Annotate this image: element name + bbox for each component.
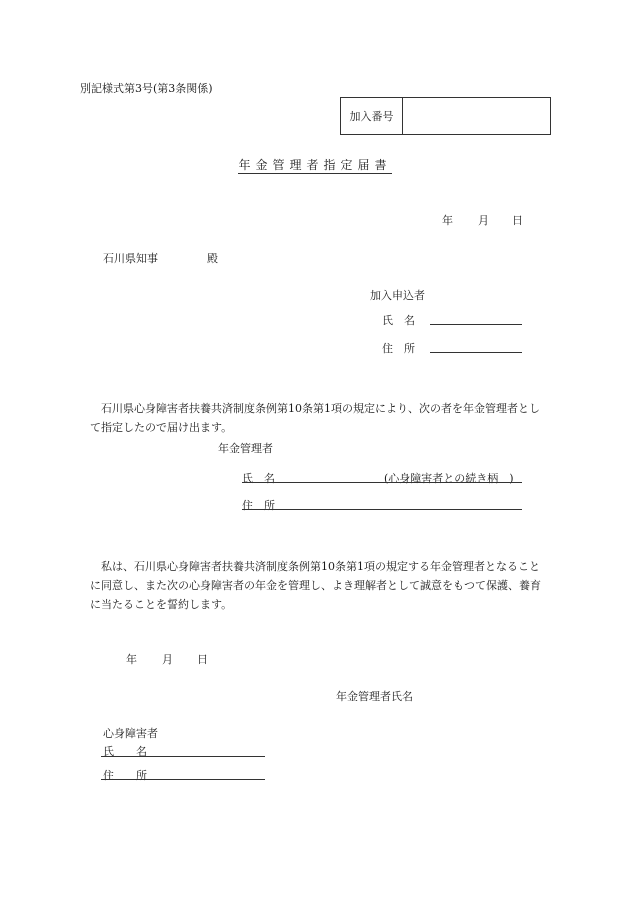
date-bottom-day: 日 bbox=[197, 653, 208, 666]
manager-name-line[interactable] bbox=[242, 482, 522, 483]
addressee-honorific: 殿 bbox=[207, 252, 218, 265]
manager-address-line[interactable] bbox=[242, 509, 522, 510]
membership-number-label: 加入番号 bbox=[341, 98, 403, 134]
document-title bbox=[0, 156, 630, 173]
membership-number-field[interactable] bbox=[403, 98, 550, 134]
manager-signature-label: 年金管理者氏名 bbox=[336, 690, 413, 703]
manager-relation-note: (心身障害者との続き柄 ) bbox=[384, 472, 514, 485]
disabled-person-name-line[interactable] bbox=[101, 756, 265, 757]
date-bottom-year: 年 bbox=[126, 653, 137, 666]
manager-address-label: 住 所 bbox=[242, 499, 275, 512]
declaration-paragraph: 石川県心身障害者扶養共済制度条例第10条第1項の規定により、次の者を年金管理者として指定したので届け出ます。 bbox=[90, 402, 540, 434]
form-reference: 別記様式第3号(第3条関係) bbox=[80, 82, 213, 95]
applicant-address-line[interactable] bbox=[430, 352, 522, 353]
addressee-name: 石川県知事 bbox=[103, 252, 158, 265]
disabled-person-name-label: 氏 名 bbox=[103, 745, 147, 758]
date-top-day: 日 bbox=[512, 214, 523, 227]
document-title-text: 年金管理者指定届書 bbox=[238, 158, 392, 172]
date-top-month: 月 bbox=[478, 214, 489, 227]
applicant-name-line[interactable] bbox=[430, 324, 522, 325]
applicant-address-label: 住 所 bbox=[382, 342, 415, 355]
manager-heading: 年金管理者 bbox=[218, 442, 273, 455]
disabled-person-address-label: 住 所 bbox=[103, 769, 147, 782]
disabled-person-address-line[interactable] bbox=[101, 779, 265, 780]
date-bottom-month: 月 bbox=[162, 653, 173, 666]
disabled-person-heading: 心身障害者 bbox=[103, 727, 158, 740]
applicant-heading: 加入申込者 bbox=[370, 289, 425, 302]
consent-paragraph: 私は、石川県心身障害者扶養共済制度条例第10条第1項の規定する年金管理者となることに同意し、また次の心身障害者の年金を管理し、よき理解者として誠意をもつて保護、養育に当たることを誓約します。 bbox=[90, 560, 541, 611]
membership-number-box bbox=[340, 97, 551, 135]
applicant-name-label: 氏 名 bbox=[382, 314, 415, 327]
date-top-year: 年 bbox=[442, 214, 453, 227]
manager-name-label: 氏 名 bbox=[242, 472, 275, 485]
